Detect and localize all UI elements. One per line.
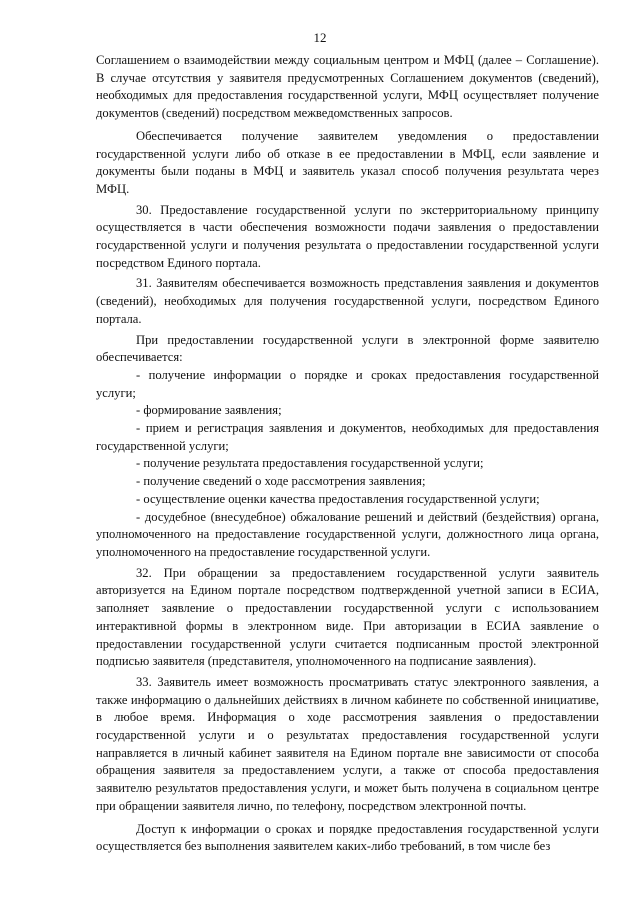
paragraph-32: 32. При обращении за предоставлением государственной услуги заявитель авторизуется на Едином портале посредством подтвержденной учетной записи в ЕСИА, заполняет заявление о предоставлении государственной услуги с использованием интерактивной формы в электронном виде. При авторизации в ЕСИА заявление о предоставлении государственной услуги считается подписанным простой электронной подписью заявителя (представителя, уполномоченного на подписание заявления). bbox=[96, 565, 599, 669]
paragraph-31: 31. Заявителям обеспечивается возможность представления заявления и документов (сведений), необходимых для получения государственной услуги, посредством Единого портала. bbox=[96, 276, 599, 326]
list-item-form-application: - формирование заявления; bbox=[136, 403, 282, 418]
page-number: 12 bbox=[313, 30, 327, 45]
paragraph-access-info: Доступ к информации о сроках и порядке предоставления государственной услуги осуществляется без выполнения заявителем каких-либо требований, в том числе без bbox=[96, 821, 599, 854]
paragraph-30: 30. Предоставление государственной услуги по экстерриториальному принципу осуществляется в части обеспечения возможности подачи заявления о предоставлении государственной услуги и получения результата о предоставлении государственной услуги посредством Единого портала. bbox=[96, 202, 599, 270]
paragraph-33: 33. Заявитель имеет возможность просматривать статус электронного заявления, а также информацию о дальнейших действиях в личном кабинете по собственной инициативе, в любое время. Информация о ходе рассмотрения заявления о предоставлении государственной услуги и о результатах предоставления государственной услуги направляется в личный кабинет заявителя на Едином портале вне зависимости от способа обращения заявителя за предоставлением услуги, а также от способа предоставления заявителю результатов предоставления услуги, и может быть получена в социальном центре при обращении заявителя лично, по телефону, посредством электронной почты. bbox=[96, 674, 599, 813]
list-item-status: - получение сведений о ходе рассмотрения заявления; bbox=[136, 474, 426, 489]
list-item-information: - получение информации о порядке и сроках предоставления государственной услуги; bbox=[96, 367, 599, 400]
list-item-quality: - осуществление оценки качества предоставления государственной услуги; bbox=[136, 491, 540, 506]
list-item-result: - получение результата предоставления государственной услуги; bbox=[136, 456, 484, 471]
paragraph-agreement: Соглашением о взаимодействии между социальным центром и МФЦ (далее – Соглашение). В случае отсутствия у заявителя предусмотренных Соглашением документов (сведений), необходимых для предоставления государственной услуги, МФЦ осуществляет получение документов (сведений) посредством межведомственных запросов. bbox=[96, 53, 599, 121]
document-body bbox=[96, 52, 599, 856]
paragraph-electronic-form-intro: При предоставлении государственной услуги в электронной форме заявителю обеспечивается: bbox=[96, 332, 599, 365]
list-item-appeal: - досудебное (внесудебное) обжалование решений и действий (бездействия) органа, уполномоченного на предоставление государственной услуги, должностного лица органа, уполномоченного на предоставление государственной услуги. bbox=[96, 509, 599, 559]
list-item-registration: - прием и регистрация заявления и документов, необходимых для предоставления государственной услуги; bbox=[96, 421, 599, 453]
paragraph-notification: Обеспечивается получение заявителем уведомления о предоставлении государственной услуги либо об отказе в ее предоставлении в МФЦ, если заявление и документы были поданы в МФЦ и заявитель указал способ получения результата через МФЦ. bbox=[96, 128, 599, 196]
